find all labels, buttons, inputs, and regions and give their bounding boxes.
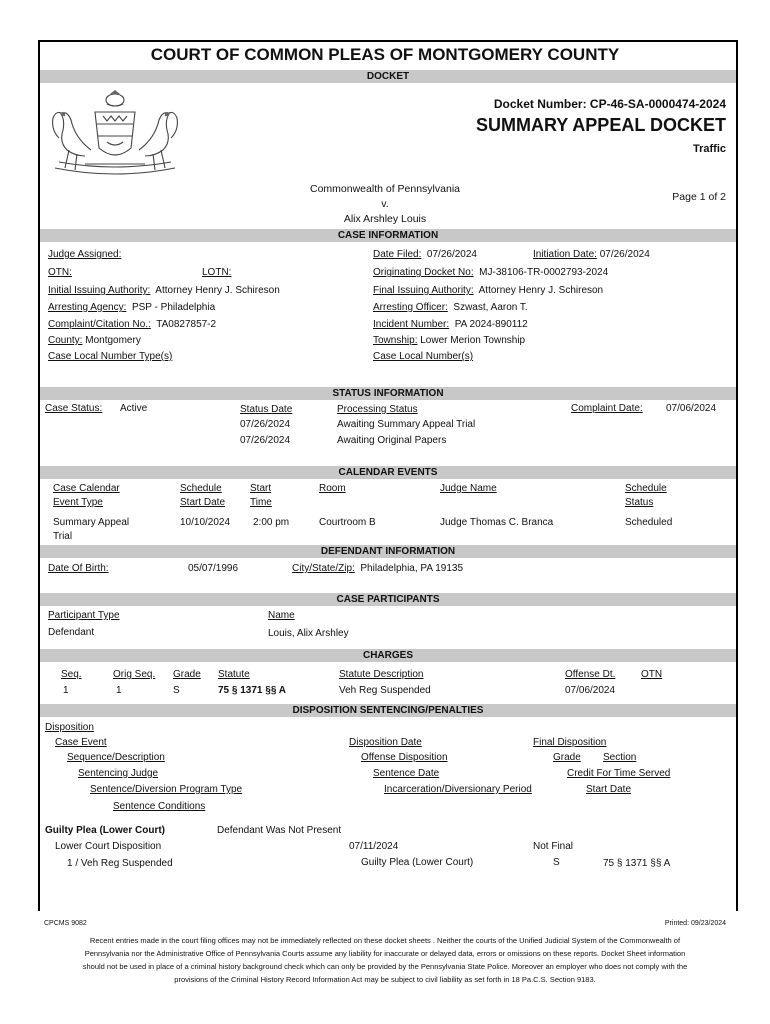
lotn-label: LOTN: — [202, 267, 232, 278]
event-start-time: 2:00 pm — [253, 517, 290, 528]
initial-authority-label: Initial Issuing Authority: — [48, 285, 151, 296]
start-time-header: Time — [250, 497, 272, 508]
statute-description-header: Statute Description — [339, 669, 424, 680]
disposition-grade-header: Grade — [553, 752, 581, 763]
initial-authority-field — [48, 285, 280, 296]
schedule-status-header: Status — [625, 497, 654, 508]
complaint-no-label: Complaint/Citation No.: — [48, 319, 151, 330]
otn-header: OTN — [641, 669, 663, 680]
offense-disposition-header: Offense Disposition — [361, 752, 448, 763]
city-label: City/State/Zip: — [292, 563, 355, 574]
originating-docket-value: MJ-38106-TR-0002793-2024 — [479, 267, 609, 278]
township-label: Township: — [373, 335, 418, 346]
caption-plaintiff: Commonwealth of Pennsylvania — [310, 183, 460, 195]
disposition-event-title: Guilty Plea (Lower Court) — [45, 825, 166, 836]
disposition-bar: DISPOSITION SENTENCING/PENALTIES — [40, 704, 736, 717]
case-event-header: Case Event — [55, 737, 107, 748]
status-information-bar: STATUS INFORMATION — [40, 387, 736, 400]
case-category: Traffic — [692, 143, 726, 155]
grade-header: Grade — [173, 669, 201, 680]
incident-number-value: PA 2024-890112 — [454, 319, 528, 330]
event-type-value: Trial — [53, 531, 73, 542]
disposition-section: 75 § 1371 §§ A — [603, 858, 671, 869]
county-field — [48, 335, 141, 346]
orig-seq-header: Orig Seq. — [113, 669, 156, 680]
township-field — [373, 335, 525, 346]
complaint-no-field — [48, 319, 216, 330]
processing-status-label: Processing Status — [337, 404, 418, 415]
disposition-event-note: Defendant Was Not Present — [217, 825, 342, 836]
event-status: Scheduled — [625, 517, 673, 528]
court-title: COURT OF COMMON PLEAS OF MONTGOMERY COUNTY — [150, 45, 620, 64]
incident-number-field — [373, 319, 528, 330]
incarceration-period-header: Incarceration/Diversionary Period — [384, 784, 532, 795]
form-id: CPCMS 9082 — [44, 920, 87, 927]
event-type-header: Case Calendar — [53, 483, 120, 494]
disposition-sequence-description: 1 / Veh Reg Suspended — [67, 858, 173, 869]
seq-header: Seq. — [61, 669, 82, 680]
room-header: Room — [319, 483, 346, 494]
judge-name-header: Judge Name — [440, 483, 497, 494]
complaint-date-value: 07/06/2024 — [666, 403, 717, 414]
event-judge: Judge Thomas C. Branca — [440, 517, 554, 528]
initiation-date-label: Initiation Date: — [533, 249, 597, 260]
calendar-events-bar: CALENDAR EVENTS — [40, 466, 736, 479]
disposition-grade: S — [553, 857, 560, 868]
township-value: Lower Merion Township — [420, 335, 526, 346]
pa-seal-icon — [45, 90, 185, 179]
final-disposition: Not Final — [533, 841, 574, 852]
participant-type-header: Participant Type — [48, 610, 120, 621]
arresting-officer-field — [373, 302, 528, 313]
status-row-status: Awaiting Original Papers — [337, 435, 447, 446]
dob-label: Date Of Birth: — [48, 563, 109, 574]
charge-orig-seq: 1 — [116, 685, 122, 696]
participant-type: Defendant — [48, 627, 95, 638]
offense-date-header: Offense Dt. — [565, 669, 616, 680]
status-row-status: Awaiting Summary Appeal Trial — [337, 419, 476, 430]
charge-seq: 1 — [63, 685, 69, 696]
judge-assigned-label: Judge Assigned: — [48, 249, 122, 260]
county-value: Montgomery — [85, 335, 141, 346]
arresting-officer-label: Arresting Officer: — [373, 302, 448, 313]
charge-offense-date: 07/06/2024 — [565, 685, 616, 696]
city-field — [292, 563, 463, 574]
originating-docket-label: Originating Docket No: — [373, 267, 474, 278]
schedule-status-header: Schedule — [625, 483, 667, 494]
docket-type: SUMMARY APPEAL DOCKET — [475, 115, 726, 135]
sentence-date-header: Sentence Date — [373, 768, 440, 779]
statute-header: Statute — [218, 669, 250, 680]
participant-name-header: Name — [268, 610, 295, 621]
defendant-information-bar: DEFENDANT INFORMATION — [40, 545, 736, 558]
docket-bar: DOCKET — [40, 70, 736, 83]
originating-docket-field — [373, 267, 608, 278]
disposition-start-date-header: Start Date — [586, 784, 632, 795]
charges-bar: CHARGES — [40, 649, 736, 662]
case-status-label: Case Status: — [45, 403, 103, 414]
case-local-numbers-label: Case Local Number(s) — [373, 351, 474, 362]
offense-disposition: Guilty Plea (Lower Court) — [361, 857, 474, 868]
disposition-date: 07/11/2024 — [349, 841, 399, 852]
docket-number: Docket Number: CP-46-SA-0000474-2024 — [493, 97, 726, 111]
sentencing-judge-header: Sentencing Judge — [78, 768, 159, 779]
program-type-header: Sentence/Diversion Program Type — [90, 784, 243, 795]
status-date-label: Status Date — [240, 404, 293, 415]
date-filed-value: 07/26/2024 — [426, 249, 477, 260]
event-room: Courtroom B — [319, 517, 376, 528]
case-information-bar: CASE INFORMATION — [40, 229, 736, 242]
dob-value: 05/07/1996 — [188, 563, 239, 574]
schedule-start-date-header: Schedule — [180, 483, 222, 494]
final-authority-field — [373, 285, 603, 296]
printed-date: Printed: 09/23/2024 — [664, 920, 726, 927]
date-filed-field — [373, 249, 477, 260]
incident-number-label: Incident Number: — [373, 319, 450, 330]
otn-label: OTN: — [48, 267, 72, 278]
start-time-header: Start — [250, 483, 272, 494]
status-row-date: 07/26/2024 — [240, 419, 291, 430]
participant-name: Louis, Alix Arshley — [268, 628, 349, 639]
final-authority-label: Final Issuing Authority: — [373, 285, 474, 296]
case-participants-bar: CASE PARTICIPANTS — [40, 593, 736, 606]
credit-time-served-header: Credit For Time Served — [567, 768, 671, 779]
disposition-header: Disposition — [45, 722, 94, 733]
event-start-date: 10/10/2024 — [180, 517, 231, 528]
charge-grade: S — [173, 685, 180, 696]
county-label: County: — [48, 335, 83, 346]
event-type-header: Event Type — [53, 497, 103, 508]
arresting-agency-label: Arresting Agency: — [48, 302, 127, 313]
caption-defendant: Alix Arshley Louis — [343, 213, 427, 225]
initial-authority-value: Attorney Henry J. Schireson — [155, 285, 280, 296]
arresting-agency-value: PSP - Philadelphia — [131, 302, 216, 313]
disposition-section-header: Section — [603, 752, 637, 763]
complaint-date-label: Complaint Date: — [571, 403, 643, 414]
page-number: Page 1 of 2 — [672, 191, 726, 203]
final-authority-value: Attorney Henry J. Schireson — [478, 285, 604, 296]
sentence-conditions-header: Sentence Conditions — [113, 801, 206, 812]
caption-versus: v. — [381, 198, 389, 210]
case-local-number-type-label: Case Local Number Type(s) — [48, 351, 173, 362]
date-filed-label: Date Filed: — [373, 249, 422, 260]
charge-statute: 75 § 1371 §§ A — [218, 685, 287, 696]
arresting-officer-value: Szwast, Aaron T. — [453, 302, 528, 313]
event-type-value: Summary Appeal — [53, 517, 130, 528]
charge-description: Veh Reg Suspended — [339, 685, 431, 696]
case-caption — [0, 182, 770, 227]
city-value: Philadelphia, PA 19135 — [360, 563, 464, 574]
status-row-date: 07/26/2024 — [240, 435, 291, 446]
final-disposition-header: Final Disposition — [533, 737, 607, 748]
disclaimer: Recent entries made in the court filing offices may not be immediately reflected on these docket sheets . Neither the courts of the Unified Judicial System of the Commonwealth of Pennsylvania nor the Administrative Office of Pennsylvania Courts assume any liability for inaccurate or delayed data, errors or omissions on these reports. Docket Sheet information should not be used in place of a criminal history background check which can only be provided by the Pennsylvania State Police. Moreover an employer who does not comply with the provisions of the Criminal History Record Information Act may be subject to civil liability as set forth in 18 Pa.C.S. Section 9183. — [82, 936, 688, 984]
disposition-date-header: Disposition Date — [349, 737, 422, 748]
schedule-start-date-header: Start Date — [180, 497, 226, 508]
initiation-date-field — [533, 249, 650, 260]
complaint-no-value: TA0827857-2 — [156, 319, 217, 330]
sequence-description-header: Sequence/Description — [67, 752, 165, 763]
case-status-value: Active — [120, 403, 148, 414]
arresting-agency-field — [48, 302, 215, 313]
initiation-date-value: 07/26/2024 — [599, 249, 650, 260]
disposition-case-event: Lower Court Disposition — [55, 841, 162, 852]
